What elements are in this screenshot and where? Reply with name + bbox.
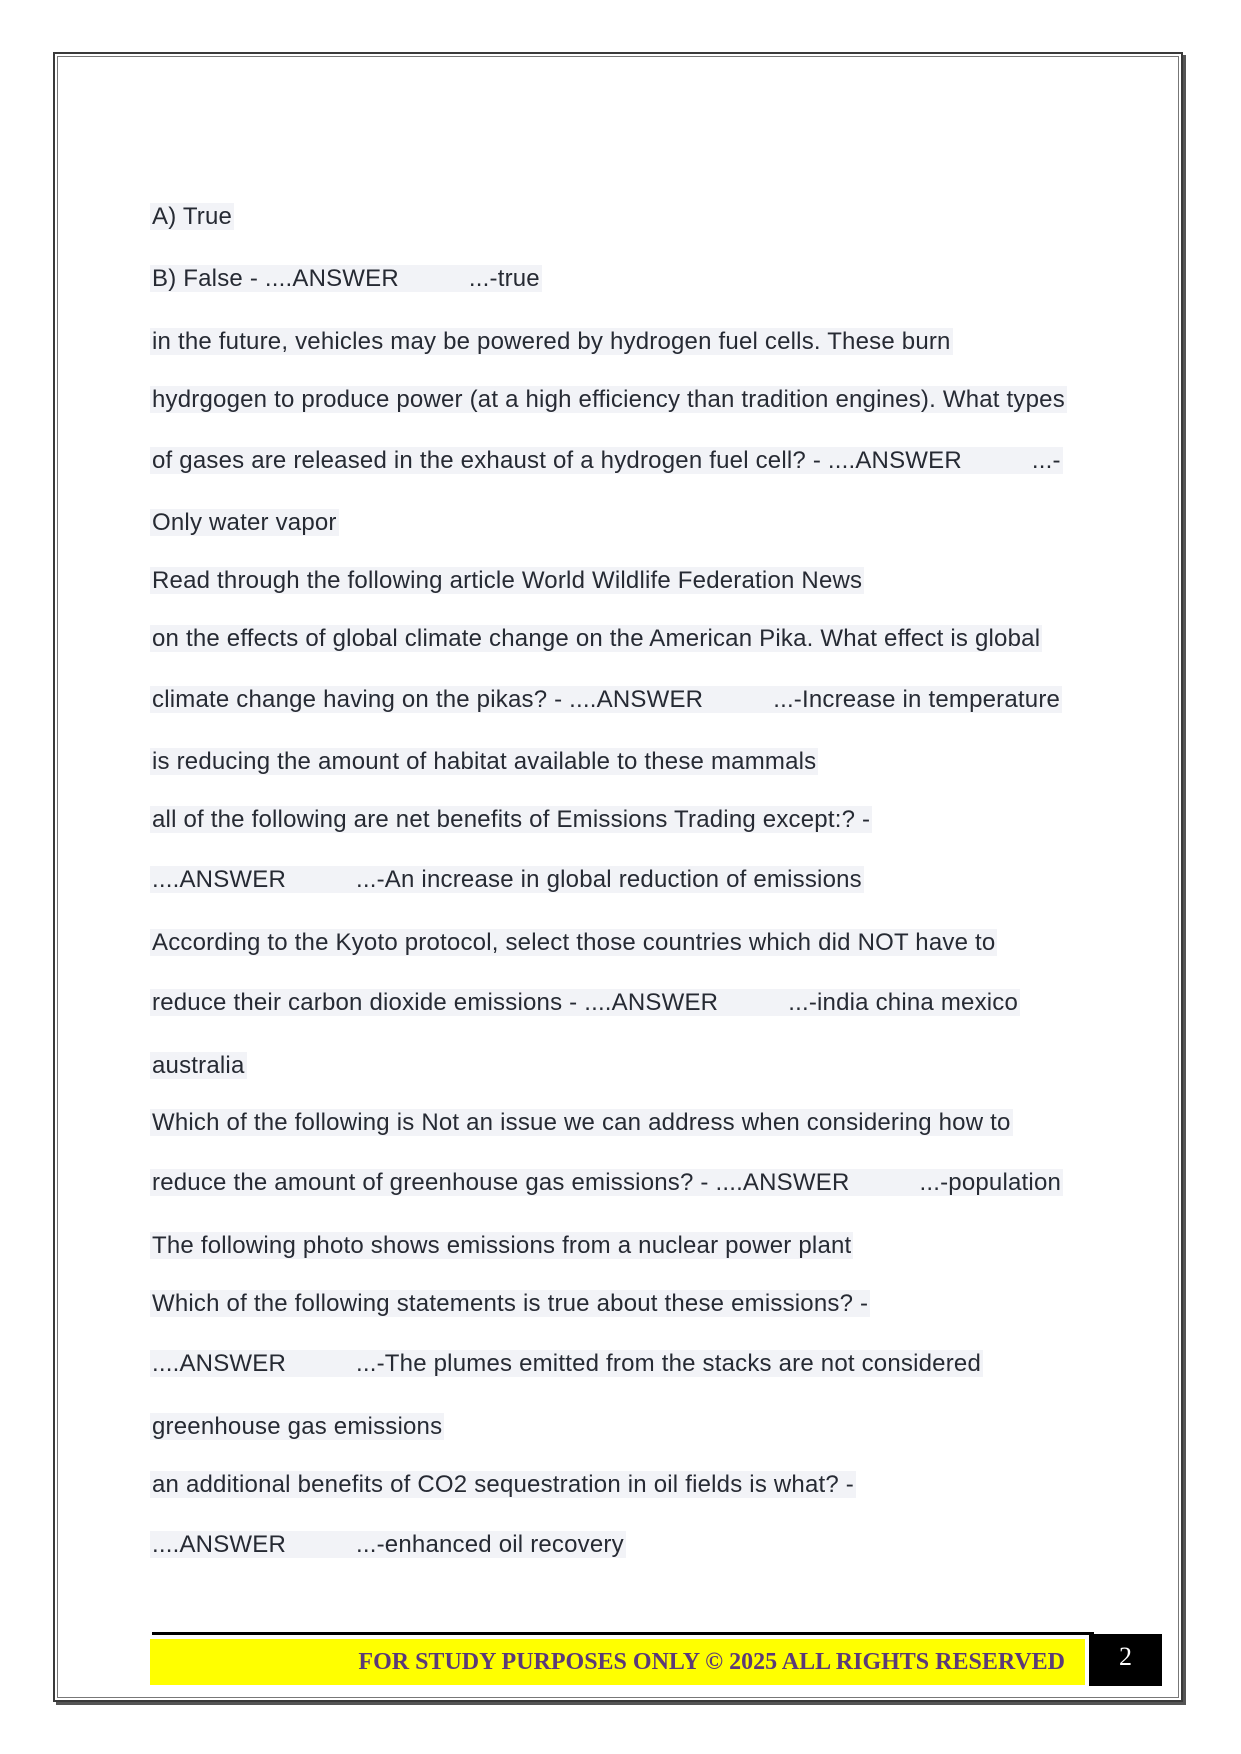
page-number: 2 bbox=[1089, 1634, 1162, 1686]
footer-banner bbox=[150, 1639, 1085, 1685]
text-line: on the effects of global climate change on the American Pika. What effect is global bbox=[152, 625, 1041, 652]
text-line: hydrgogen to produce power (at a high efficiency than tradition engines). What types bbox=[152, 386, 1065, 413]
text-line: ....ANSWER ...-enhanced oil recovery bbox=[152, 1531, 624, 1558]
text-line: A) True bbox=[152, 203, 233, 230]
text-line: climate change having on the pikas? - ....ANSWER ...-Increase in temperature bbox=[152, 686, 1061, 713]
text-line: in the future, vehicles may be powered by hydrogen fuel cells. These burn bbox=[152, 328, 951, 355]
text-line: Only water vapor bbox=[152, 509, 337, 536]
text-line: Which of the following statements is true about these emissions? - bbox=[152, 1290, 869, 1317]
text-line: reduce the amount of greenhouse gas emissions? - ....ANSWER ...-population bbox=[152, 1169, 1062, 1196]
text-line: of gases are released in the exhaust of a hydrogen fuel cell? - ....ANSWER ...- bbox=[152, 447, 1061, 474]
footer-text: FOR STUDY PURPOSES ONLY © 2025 ALL RIGHTS RESERVED bbox=[358, 1649, 1065, 1675]
text-line: reduce their carbon dioxide emissions - ....ANSWER ...-india china mexico bbox=[152, 989, 1019, 1016]
text-line: is reducing the amount of habitat available to these mammals bbox=[152, 748, 817, 775]
text-line: an additional benefits of CO2 sequestration in oil fields is what? - bbox=[152, 1471, 854, 1498]
text-line: Which of the following is Not an issue we can address when considering how to bbox=[152, 1109, 1011, 1136]
footer-rule bbox=[152, 1632, 1094, 1635]
text-line: australia bbox=[152, 1052, 245, 1079]
text-line: Read through the following article World Wildlife Federation News bbox=[152, 567, 863, 594]
text-line: According to the Kyoto protocol, select those countries which did NOT have to bbox=[152, 929, 996, 956]
text-line: all of the following are net benefits of Emissions Trading except:? - bbox=[152, 806, 871, 833]
text-line: B) False - ....ANSWER ...-true bbox=[152, 265, 540, 292]
text-line: ....ANSWER ...-The plumes emitted from the stacks are not considered bbox=[152, 1350, 982, 1377]
text-line: ....ANSWER ...-An increase in global reduction of emissions bbox=[152, 866, 862, 893]
text-line: The following photo shows emissions from a nuclear power plant bbox=[152, 1232, 852, 1259]
text-line: greenhouse gas emissions bbox=[152, 1413, 443, 1440]
